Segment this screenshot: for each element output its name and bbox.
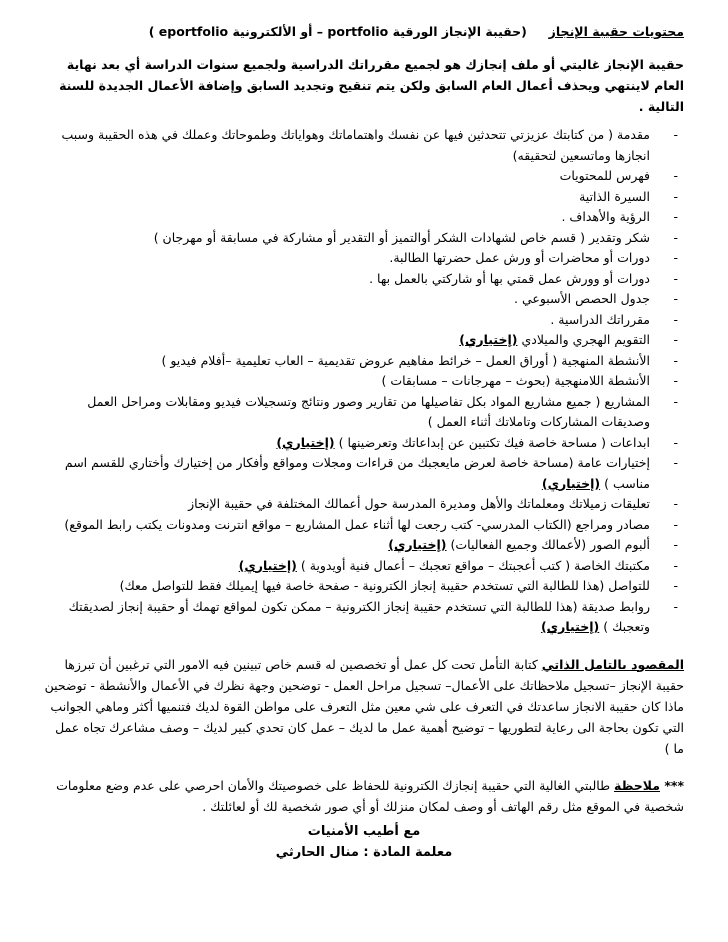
list-item-text: التقويم الهجري والميلادي xyxy=(521,332,650,347)
note-label: ملاحظة xyxy=(614,777,661,793)
list-item-text: الرؤية والأهداف . xyxy=(561,209,650,224)
list-item-text: الأنشطة اللامنهجية (بحوث – مهرجانات – مسابقات ) xyxy=(381,373,650,388)
document-heading xyxy=(44,22,684,42)
list-item xyxy=(44,392,684,433)
list-item xyxy=(44,228,684,249)
list-item-text: ألبوم الصور (لأعمالك وجميع الفعاليات) xyxy=(450,537,650,552)
note-text: طالبتي الغالية التي حقيبة إنجازك الكترونية للحفاظ على خصوصيتك والأمان احرصي على عدم وضع معلومات شخصية في الموقع مثل رقم الهاتف أو وصف لمكان منزلك أو أي صور شخصية لك أو لعائلتك . xyxy=(56,777,684,814)
list-item xyxy=(44,371,684,392)
optional-tag: (إختياري) xyxy=(238,557,297,573)
contents-list xyxy=(44,125,684,638)
list-item xyxy=(44,166,684,187)
list-item xyxy=(44,310,684,331)
list-item xyxy=(44,269,684,290)
list-item xyxy=(44,289,684,310)
list-item xyxy=(44,453,684,494)
list-item-text: المشاريع ( جميع مشاريع المواد بكل تفاصيلها من تقارير وصور ونتائج وتسجيلات فيديو ومقابلات ومراحل العمل وصديقات المشاركات وتاملاتك أثناء العمل ) xyxy=(87,393,650,429)
list-item-text: شكر وتقدير ( قسم خاص لشهادات الشكر أوالتميز أو التقدير أو مشاركة في مسابقة أو مهرجان ) xyxy=(153,229,650,245)
list-item-text: جدول الحصص الأسبوعي . xyxy=(514,291,650,306)
list-item-text: دورات أو وورش عمل قمتي بها أو شاركتي بالعمل بها . xyxy=(369,270,650,286)
list-item xyxy=(44,494,684,515)
teacher-signature: معلمة المادة : منال الحارثي xyxy=(275,844,453,860)
list-item-text: للتواصل (هذا للطالبة التي تستخدم حقيبة إنجاز الكترونية - صفحة خاصة فيها إيميلك فقط للتواصل معك) xyxy=(119,578,650,593)
list-item xyxy=(44,576,684,597)
list-item-text: السيرة الذاتية xyxy=(579,188,650,204)
list-item-text: مقدمة ( من كتابتك عزيزتي تتحدثين فيها عن نفسك واهتماماتك وهواياتك وطموحاتك وعملك في هذه الحقيبة وسبب انجازها وماتسعين لتحقيقه) xyxy=(61,127,650,163)
list-item-text: فهرس للمحتويات xyxy=(559,168,650,183)
reflection-text: كتابة التأمل تحت كل عمل أو تخصصين له قسم خاص تبينين فيه الامور التي ترغبين أن تبرزها حقيبة الإنجاز –تسجيل ملاحظاتك على الأعمال– تسجيل مراحل العمل - توضحين وجهة نظرك في الأعمال والأنشطة - توضحين ماذا كان حقيبة الانجاز ساعدتك في التعرف على شي معين مثل التعرف على مواطن القوة لديك فتنميها أكثر وماهي الجوانب التي تكون بحاجة الى رعاية لتطوريها – توضيح أهمية عمل ما لديك – عمل كان تحدي كبير لديك – وصف مشاعرك تجاه عمل ما ) xyxy=(44,656,684,756)
list-item-text: الأنشطة المنهجية ( أوراق العمل – خرائط مفاهيم عروض تقديمية – العاب تعليمية –أفلام فيديو ) xyxy=(161,352,650,368)
list-item-text: ابداعات ( مساحة خاصة فيك تكتبين عن إبداعاتك وتعرضينها ) xyxy=(338,434,650,450)
optional-tag: (إختياري) xyxy=(459,332,518,347)
list-item xyxy=(44,351,684,372)
list-item xyxy=(44,207,684,228)
list-item-text: روابط صديقة (هذا للطالبة التي تستخدم حقيبة إنجاز الكترونية – ممكن تكون لمواقع تهمك أو حقيبة إنجاز لصديقتك وتعجبك ) xyxy=(68,598,650,634)
reflection-section xyxy=(44,654,684,759)
heading-title: محتويات حقيبة الإنجاز xyxy=(548,24,684,39)
closing-wishes: مع أطيب الأمنيات xyxy=(307,823,421,839)
reflection-label: المقصود بالتامل الذاتي xyxy=(541,656,684,672)
list-item-text: تعليقات زميلاتك ومعلماتك والأهل ومديرة المدرسة حول أعمالك المختلفة في حقيبة الإنجاز xyxy=(188,496,650,511)
heading-subtitle: (حقيبة الإنجاز الورقية portfolio – أو الألكترونية eportfolio ) xyxy=(148,24,527,39)
list-item-text: مكتبتك الخاصة ( كتب أعجبتك – مواقع تعجبك – أعمال فنية أويدوية ) xyxy=(300,557,650,573)
note-stars: *** xyxy=(664,777,684,793)
list-item-text: إختيارات عامة (مساحة خاصة لعرض مايعجبك من قراءات ومجلات ومواقع وأفكار من إختيارك وأختاري للقسم اسم مناسب ) xyxy=(64,455,650,491)
list-item xyxy=(44,515,684,536)
note-section xyxy=(44,775,684,817)
list-item-text: دورات أو محاضرات أو ورش عمل حضرتها الطالبة. xyxy=(389,250,650,265)
list-item xyxy=(44,187,684,208)
list-item xyxy=(44,330,684,351)
optional-tag: (إختياري) xyxy=(276,434,335,450)
intro-paragraph: حقيبة الإنجاز غاليتي أو ملف إنجازك هو لجميع مقرراتك الدراسية ولجميع سنوات الدراسة أي بعد نهاية العام لاينتهي ويحذف أعمال العام السابق ولكن يتم تنقيح وتجديد السابق وإضافة الأعمال الجديدة للسنة التالية . xyxy=(59,57,684,114)
optional-tag: (إختياري) xyxy=(541,475,601,491)
list-item-text: مصادر ومراجع (الكتاب المدرسي- كتب رجعت لها أثناء عمل المشاريع – مواقع انترنت ومدونات يكتب رابط الموقع) xyxy=(64,516,650,532)
list-item xyxy=(44,248,684,269)
list-item xyxy=(44,433,684,454)
optional-tag: (إختياري) xyxy=(540,619,600,634)
list-item xyxy=(44,125,684,166)
list-item xyxy=(44,556,684,577)
list-item xyxy=(44,535,684,556)
list-item xyxy=(44,597,684,638)
optional-tag: (إختياري) xyxy=(388,537,447,552)
list-item-text: مقرراتك الدراسية . xyxy=(550,311,650,327)
